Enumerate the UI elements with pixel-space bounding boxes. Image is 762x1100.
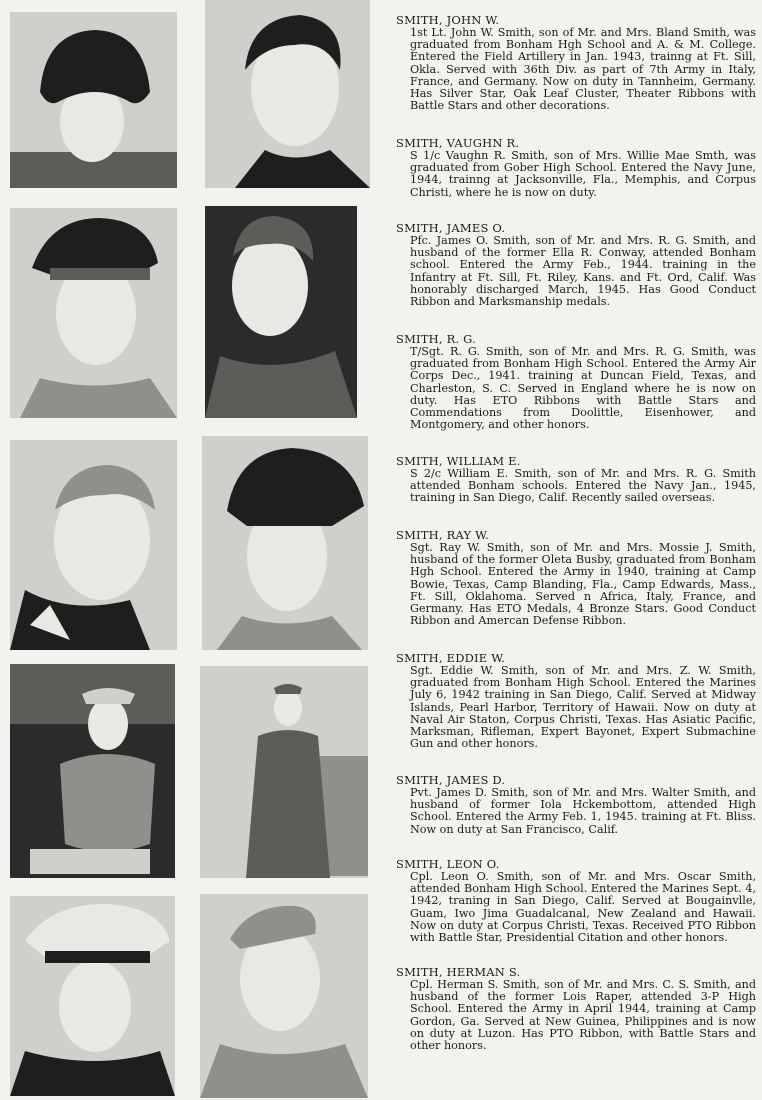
entry-text: Pvt. James D. Smith, son of Mr. and Mrs. Walter Smith, and husband of former Iola Hckembottom, attended High School. Entered the Army Feb. 1, 1945. training at Ft. Bliss. Now on duty at San Francisco, Calif. (410, 786, 756, 836)
biography-entry (396, 652, 756, 750)
entry-name: SMITH, VAUGHN R. (396, 136, 520, 150)
entry-text: Cpl. Leon O. Smith, son of Mr. and Mrs. Oscar Smith, attended Bonham High School. Entered the Marines Sept. 4, 1942, traning in San Diego, Calif. Served at Bougainvlle, Guam, Iwo Jima Guadalcanal, New Zealand and Hawaii. Now on duty at Corpus Christi, Texas. Received PTO Ribbon with Battle Star, Presidential Citation and other honors. (410, 870, 756, 945)
portrait-photo-herman-s (200, 894, 368, 1098)
portrait-photo-john-w (10, 12, 177, 188)
entry-name: SMITH, JOHN W. (396, 13, 500, 27)
biography-entry (396, 455, 756, 505)
entry-text: S 1/c Vaughn R. Smith, son of Mrs. Willie Mae Smth, was graduated from Gober High School. Entered the Navy June, 1944, trainng at Jacksonville, Fla., Memphis, and Corpus Christi, where he is now on duty. (410, 149, 756, 199)
biography-entry (396, 966, 756, 1052)
portrait-photo-eddie-w (10, 664, 175, 878)
entry-name: SMITH, RAY W. (396, 528, 490, 542)
portrait-photo-william-e (10, 440, 177, 650)
portrait-photo-vaughn-r (205, 0, 370, 188)
portrait-photo-james-o (10, 208, 177, 418)
biography-entry (396, 529, 756, 627)
entry-name: SMITH, LEON O. (396, 857, 500, 871)
biography-entry (396, 14, 756, 112)
entry-text: Pfc. James O. Smith, son of Mr. and Mrs. R. G. Smith, and husband of the former Ella R. Conway, attended Bonham school. Entered the Army Feb., 1944. training in the Infantry at Ft. Sill, Ft. Riley, Kans. and Ft. Ord, Calif. Was honorably discharged March, 1945. Has Good Conduct Ribbon and Marksmanship medals. (410, 234, 756, 309)
portrait-photo-r-g (205, 206, 357, 418)
biography-entry (396, 222, 756, 308)
entry-name: SMITH, EDDIE W. (396, 651, 506, 665)
entry-text: Sgt. Eddie W. Smith, son of Mr. and Mrs. Z. W. Smith, graduated from Bonham High School. Entered the Marines July 6, 1942 training in San Diego, Calif. Served at Midway Islands, Pearl Harbor, Territory of Hawaii. Now on duty at Naval Air Staton, Corpus Christi, Texas. Has Asiatic Pacific, Marksman, Rifleman, Expert Bayonet, Expert Submachine Gun and other honors. (410, 664, 756, 751)
entry-text: Sgt. Ray W. Smith, son of Mr. and Mrs. Mossie J. Smith, husband of the former Oleta Busby, graduated from Bonham Hgh School. Entered the Army in 1940, training at Camp Bowie, Texas, Camp Blanding, Fla., Camp Edwards, Mass., Ft. Sill, Oklahoma. Served n Africa, Italy, France, and Germany. Has ETO Medals, 4 Bronze Stars. Good Conduct Ribbon and Amercan Defense Ribbon. (410, 541, 756, 628)
portrait-photo-ray-w (202, 436, 368, 650)
entry-text: 1st Lt. John W. Smith, son of Mr. and Mrs. Bland Smith, was graduated from Bonham Hgh School and A. & M. College. Entered the Field Artillery in Jan. 1943, trainng at Ft. Sill, Okla. Served with 36th Div. as part of 7th Army in Italy, France, and Germany. Now on duty in Tannheim, Germany. Has Silver Star, Oak Leaf Cluster, Theater Ribbons with Battle Stars and other decorations. (410, 26, 756, 113)
entry-text: S 2/c William E. Smith, son of Mr. and Mrs. R. G. Smith attended Bonham schools. Entered the Navy Jan., 1945, training in San Diego, Calif. Recently sailed overseas. (410, 467, 756, 505)
biography-entry (396, 137, 756, 199)
entry-text: T/Sgt. R. G. Smith, son of Mr. and Mrs. R. G. Smith, was graduated from Bonham High School. Entered the Army Air Corps Dec., 1941. training at Duncan Field, Texas, and Charleston, S. C. Served in England where he is now on duty. Has ETO Ribbons with Battle Stars and Commendations from Doolittle, Eisenhower, and Montgomery, and other honors. (410, 345, 756, 432)
biography-entry (396, 333, 756, 431)
entry-name: SMITH, HERMAN S. (396, 965, 521, 979)
portrait-photo-leon-o (10, 896, 175, 1096)
biography-entry (396, 774, 756, 836)
entry-name: SMITH, WILLIAM E. (396, 454, 521, 468)
entry-text: Cpl. Herman S. Smith, son of Mr. and Mrs. C. S. Smith, and husband of the former Lois Raper, attended 3-P High School. Entered the Army in April 1944, training at Camp Gordon, Ga. Served at New Guinea, Philippines and is now on duty at Luzon. Has PTO Ribbon, with Battle Stars and other honors. (410, 978, 756, 1053)
entry-name: SMITH, JAMES D. (396, 773, 506, 787)
biography-entry (396, 858, 756, 944)
entry-name: SMITH, R. G. (396, 332, 477, 346)
entry-name: SMITH, JAMES O. (396, 221, 506, 235)
portrait-photo-james-d (200, 666, 368, 878)
